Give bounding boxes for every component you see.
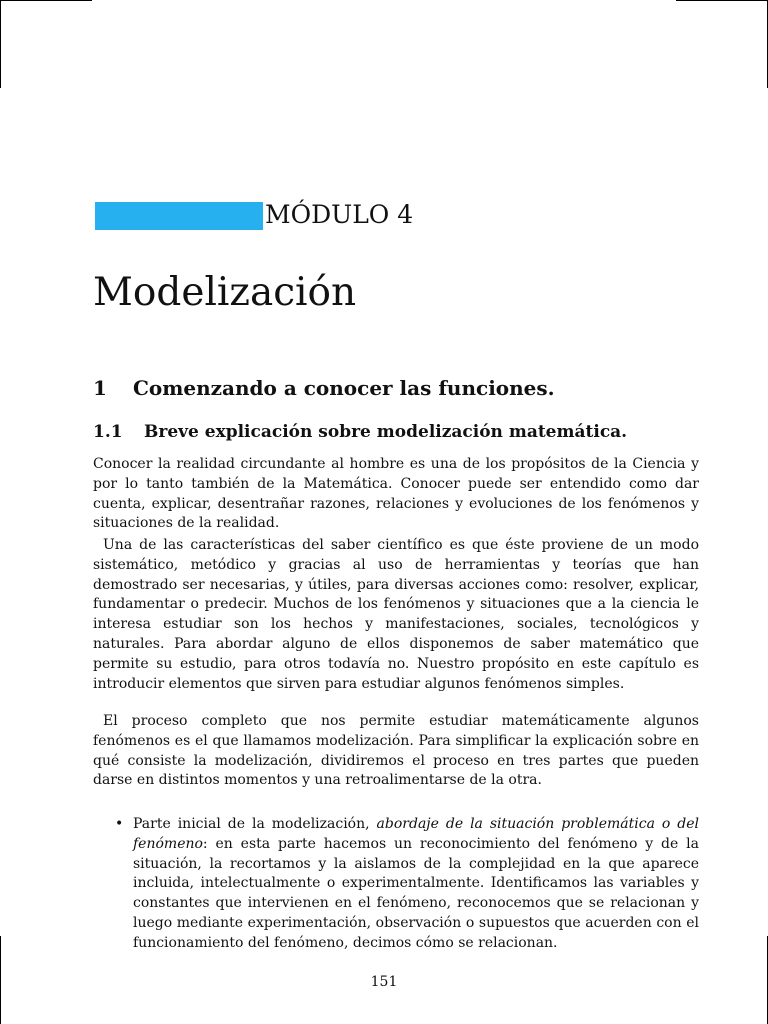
subsection-heading [93, 419, 627, 445]
module-label: MÓDULO 4 [265, 200, 414, 229]
crop-mark-top-left-horizontal [0, 0, 92, 1]
subsection-number: 1.1 [93, 422, 123, 442]
paragraph: Una de las características del saber científico es que éste proviene de un modo sistemático, metódico y gracias al uso de herramientas y teorías que han demostrado ser necesarias, y útiles, para diversas acciones como: resolver, explicar, fundamentar o predecir. Muchos de los fenómenos y situaciones que a la ciencia le interesa estudiar son los hechos y manifestaciones, sociales, tecnológicos y naturales. Para abordar alguno de ellos disponemos de saber matemático que permite su estudio, para otros todavía no. Nuestro propósito en este capítulo es introducir elementos que sirven para estudiar algunos fenómenos simples. [93, 537, 699, 692]
bullet-emphasis: abordaje de la situación problemática o del fenómeno [133, 816, 699, 852]
chapter-title: Modelización [93, 270, 357, 315]
bullet-marker: • [115, 816, 124, 832]
crop-mark-top-left-vertical [0, 0, 1, 88]
bullet-lead: Parte inicial de la modelización, [133, 816, 370, 832]
subsection-title: Breve explicación sobre modelización matemática. [144, 422, 628, 442]
section-number: 1 [93, 376, 107, 400]
bullet-body: : en esta parte hacemos un reconocimiento del fenómeno y de la situación, la recortamos y la aislamos de la complejidad en la que aparece incluida, intelectualmente o experimentalmente. Identificamos las variables y constantes que intervienen en el fenómeno, reconocemos que se relacionan y luego mediante experimentación, observación o supuestos que acuerden con el funcionamiento del fenómeno, decimos cómo se relacionan. [133, 835, 699, 951]
paragraph: Conocer la realidad circundante al hombre es una de los propósitos de la Ciencia y por lo tanto también de la Matemática. Conocer puede ser entendido como dar cuenta, explicar, desentrañar razones, relaciones y evoluciones de los fenómenos y situaciones de la realidad. [93, 456, 699, 532]
paragraph: El proceso completo que nos permite estudiar matemáticamente algunos fenómenos es el que llamamos modelización. Para simplificar la explicación sobre en qué consiste la modelización, dividiremos el proceso en tres partes que pueden darse en distintos momentos y una retroalimentarse de la otra. [93, 713, 699, 789]
module-color-bar [95, 202, 263, 230]
bullet-list-item [115, 815, 699, 954]
page-number: 151 [370, 974, 398, 990]
crop-mark-top-right-horizontal [676, 0, 768, 1]
section-heading [93, 373, 555, 403]
section-title: Comenzando a conocer las funciones. [133, 376, 555, 400]
